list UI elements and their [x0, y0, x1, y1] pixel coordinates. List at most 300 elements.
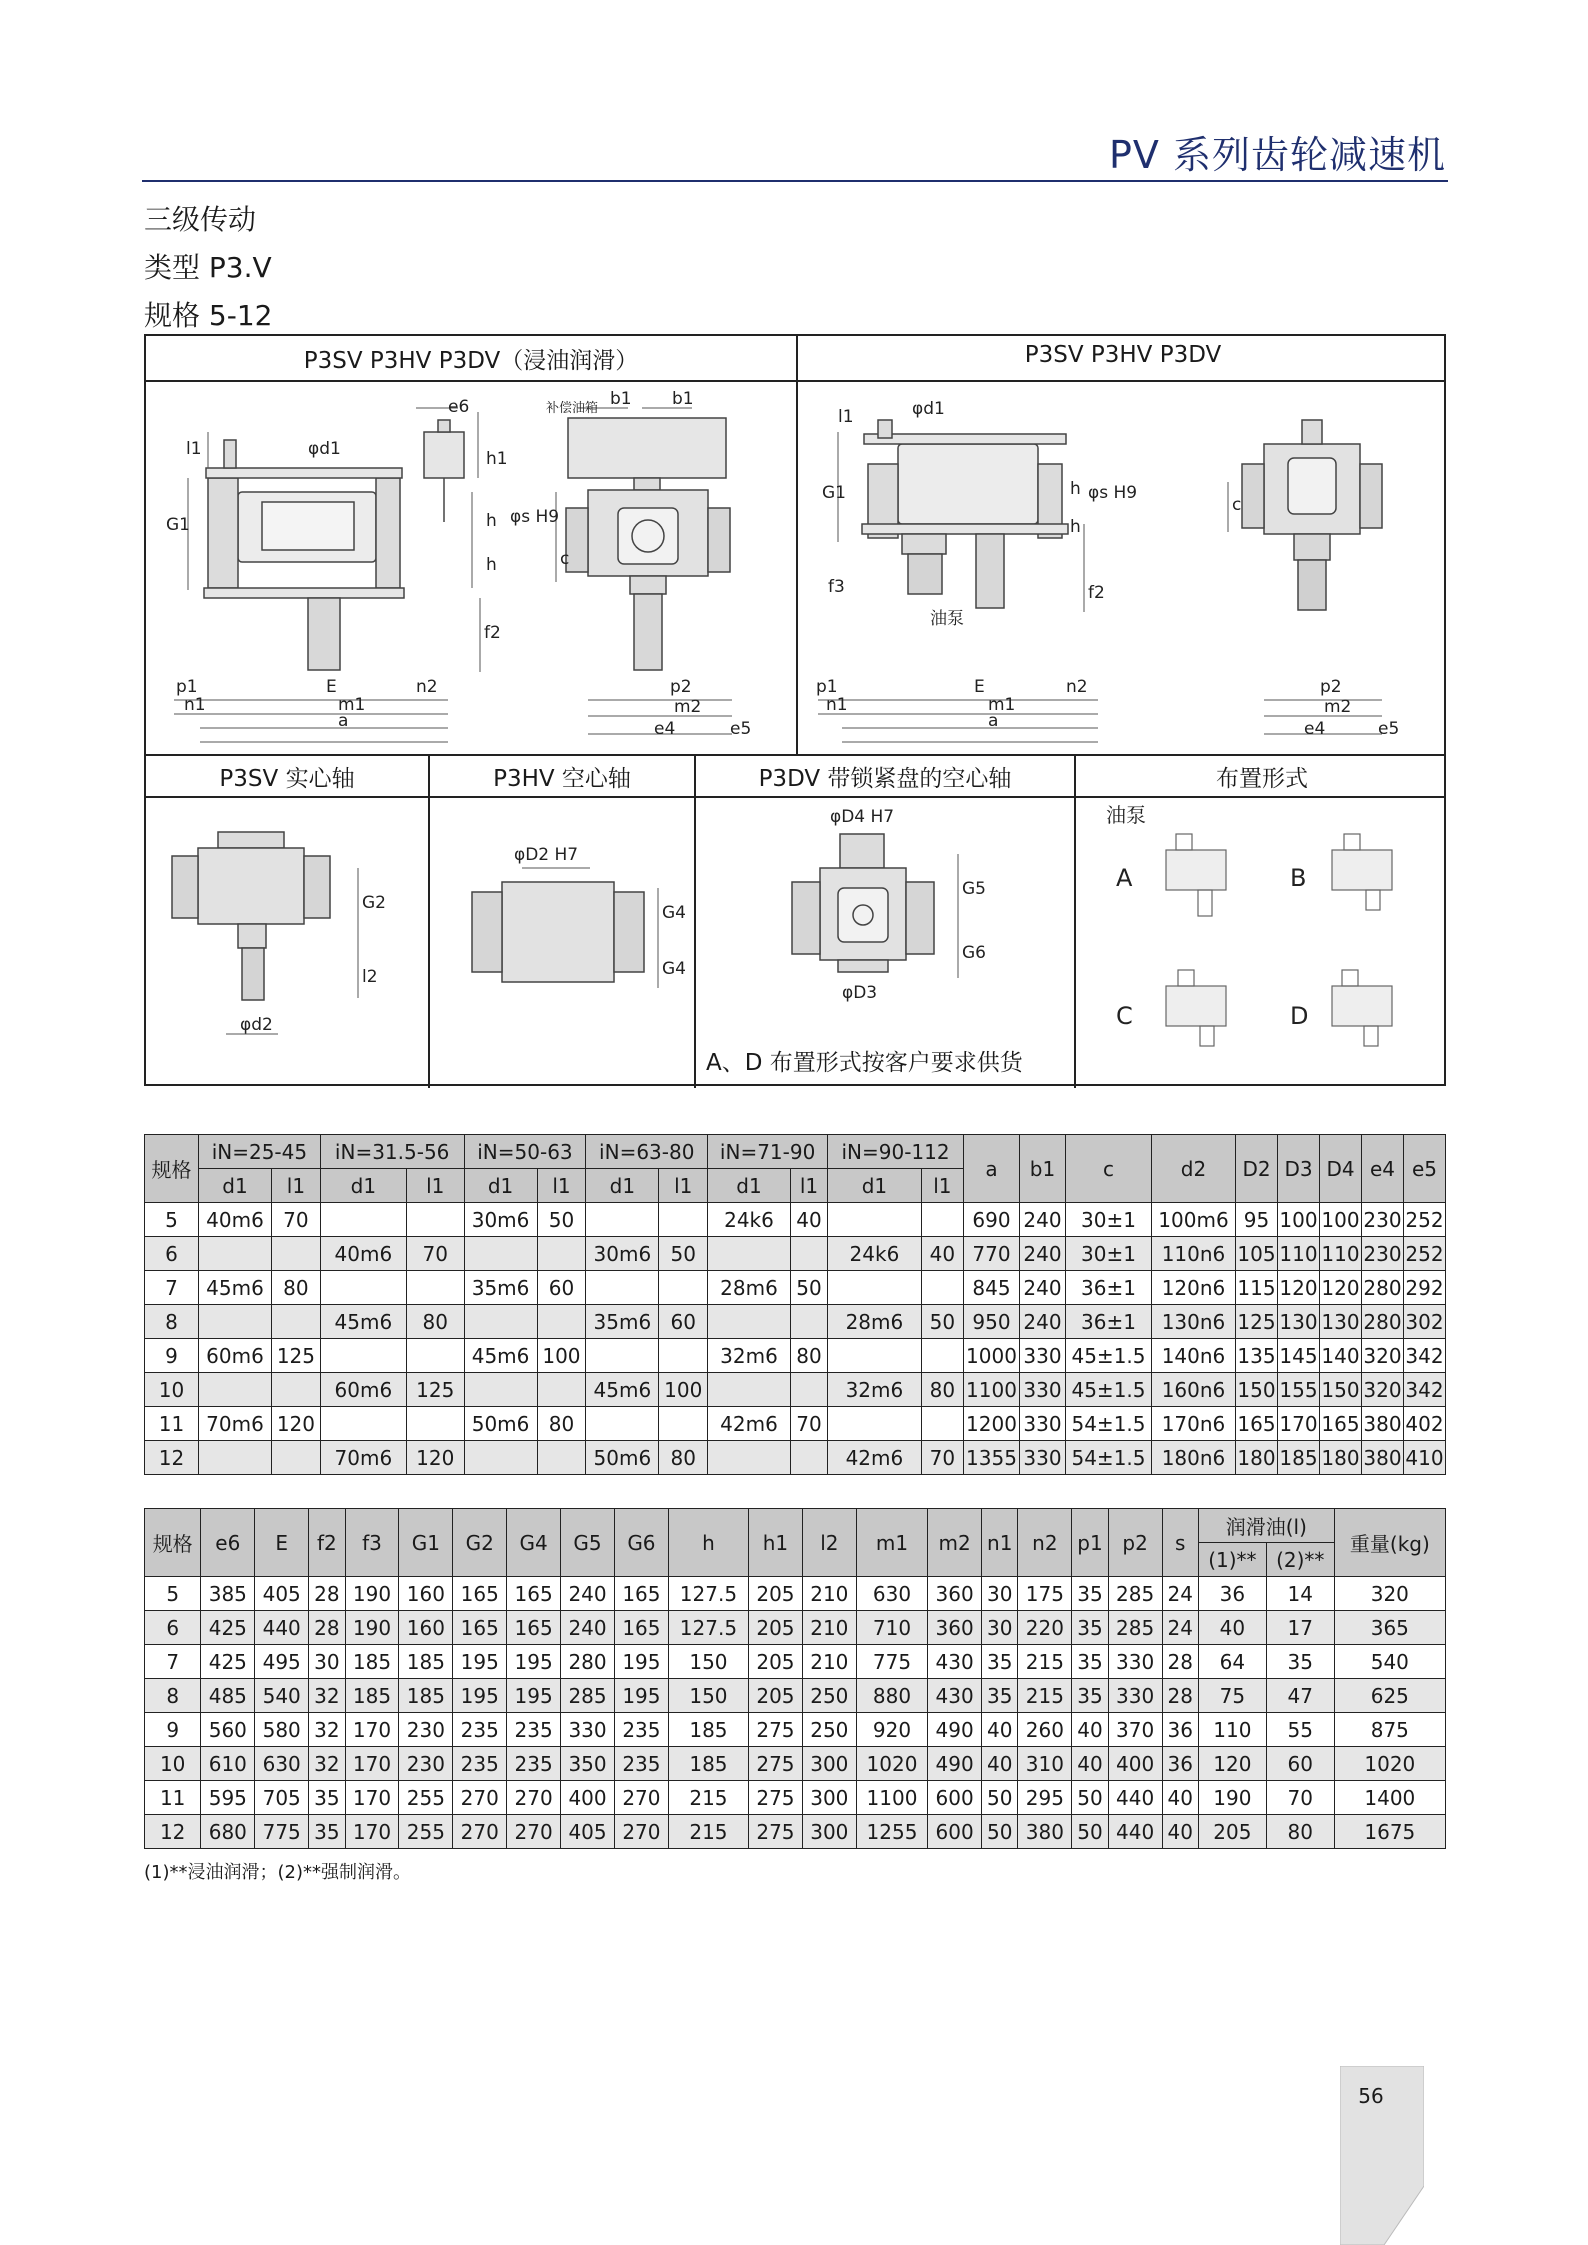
table-cell	[537, 1441, 586, 1475]
col-header-e5: e5	[1404, 1135, 1446, 1203]
label-phi-d1: φd1	[912, 399, 945, 419]
label-f2: f2	[1088, 583, 1105, 603]
col-header-b1: b1	[1020, 1135, 1066, 1203]
table-cell: 30m6	[464, 1203, 537, 1237]
table-cell: 45m6	[199, 1271, 272, 1305]
table-cell: 35	[309, 1815, 345, 1849]
footnote: (1)**浸油润滑；(2)**强制润滑。	[144, 1862, 411, 1883]
table-cell: 430	[928, 1679, 982, 1713]
table-cell: 45±1.5	[1066, 1373, 1152, 1407]
table-cell: 845	[964, 1271, 1020, 1305]
label-p2: p2	[1320, 677, 1342, 697]
table-cell: 410	[1404, 1441, 1446, 1475]
table-cell: 60	[1266, 1747, 1334, 1781]
table-cell: 28m6	[708, 1271, 791, 1305]
label-a: a	[338, 711, 349, 731]
table-cell: 360	[928, 1577, 982, 1611]
table-cell: 110	[1278, 1237, 1320, 1271]
table-cell: 32m6	[708, 1339, 791, 1373]
table-cell	[320, 1407, 406, 1441]
table-cell: 42m6	[828, 1441, 922, 1475]
table-cell: 130	[1320, 1305, 1362, 1339]
table-cell: 240	[1020, 1305, 1066, 1339]
table-cell: 36±1	[1066, 1305, 1152, 1339]
table-cell: 255	[399, 1781, 453, 1815]
table-cell: 9	[145, 1713, 201, 1747]
col-header-d1: d1	[708, 1169, 791, 1203]
table-cell: 70m6	[199, 1407, 272, 1441]
table-cell: 370	[1108, 1713, 1162, 1747]
table-cell: 600	[928, 1815, 982, 1849]
col-header-D2: D2	[1236, 1135, 1278, 1203]
table-cell: 165	[453, 1611, 507, 1645]
table-cell: 1020	[856, 1747, 927, 1781]
table-cell: 40	[790, 1203, 827, 1237]
table-cell: 275	[749, 1747, 803, 1781]
table-row	[145, 1373, 1446, 1407]
table-cell: 1100	[856, 1781, 927, 1815]
table-cell: 165	[507, 1577, 561, 1611]
figure-divider	[146, 754, 1444, 756]
table-cell: 120	[1278, 1271, 1320, 1305]
table-cell: 250	[802, 1713, 856, 1747]
table-cell: 120	[1198, 1747, 1266, 1781]
label-arrangement-C: C	[1116, 1002, 1133, 1030]
table-cell	[272, 1373, 321, 1407]
table-cell: 105	[1236, 1237, 1278, 1271]
panel-title-solid-shaft: P3SV 实心轴	[219, 766, 355, 792]
table-cell: 80	[790, 1339, 827, 1373]
table-cell: 150	[668, 1645, 748, 1679]
col-header-l1: l1	[790, 1169, 827, 1203]
col-header-10: h	[668, 1509, 748, 1577]
table-cell: 205	[749, 1679, 803, 1713]
table-cell: 10	[145, 1747, 201, 1781]
table-cell: 1000	[964, 1339, 1020, 1373]
table-cell	[320, 1339, 406, 1373]
table-cell: 17	[1266, 1611, 1334, 1645]
table-cell: 205	[1198, 1815, 1266, 1849]
table-cell: 330	[1020, 1373, 1066, 1407]
table-cell: 125	[1236, 1305, 1278, 1339]
table-cell: 165	[453, 1577, 507, 1611]
label-arrangement-D: D	[1290, 1002, 1309, 1030]
table-cell: 75	[1198, 1679, 1266, 1713]
table-cell: 300	[802, 1781, 856, 1815]
table-cell: 8	[145, 1679, 201, 1713]
table-cell: 775	[856, 1645, 927, 1679]
table-cell: 185	[399, 1645, 453, 1679]
label-m2: m2	[1324, 697, 1352, 717]
table-cell: 280	[561, 1645, 615, 1679]
table-cell: 150	[668, 1679, 748, 1713]
table-cell: 60m6	[320, 1373, 406, 1407]
dimension-figure	[144, 334, 1446, 1086]
table-cell: 32m6	[828, 1373, 922, 1407]
table-cell: 342	[1404, 1339, 1446, 1373]
table-cell: 40	[1072, 1713, 1108, 1747]
table-cell: 32	[309, 1713, 345, 1747]
table-cell	[272, 1237, 321, 1271]
table-cell: 240	[1020, 1203, 1066, 1237]
table-row	[145, 1407, 1446, 1441]
label-n2: n2	[1066, 677, 1088, 697]
table-cell: 40m6	[199, 1203, 272, 1237]
label-p1: p1	[816, 677, 838, 697]
table-cell: 7	[145, 1645, 201, 1679]
table-cell: 600	[928, 1781, 982, 1815]
table-cell: 80	[537, 1407, 586, 1441]
table-cell: 40	[982, 1713, 1018, 1747]
table-cell: 185	[345, 1645, 399, 1679]
label-m2: m2	[674, 697, 702, 717]
label-oil-pump: 油泵	[1106, 803, 1146, 827]
table-cell: 9	[145, 1339, 199, 1373]
label-f3: f3	[828, 577, 845, 597]
table-cell: 1355	[964, 1441, 1020, 1475]
table-cell: 127.5	[668, 1577, 748, 1611]
table-cell: 45m6	[586, 1373, 659, 1407]
table-cell: 185	[668, 1713, 748, 1747]
col-header-7: G4	[507, 1509, 561, 1577]
table-cell	[708, 1373, 791, 1407]
label-h: h	[486, 555, 497, 575]
table-cell: 630	[856, 1577, 927, 1611]
table-cell: 205	[749, 1645, 803, 1679]
table-cell: 285	[1108, 1611, 1162, 1645]
label-G4: G4	[662, 959, 686, 979]
table-cell: 36	[1162, 1713, 1198, 1747]
table-cell: 40	[1198, 1611, 1266, 1645]
table-cell	[406, 1271, 464, 1305]
label-n1: n1	[184, 695, 206, 715]
table-cell	[790, 1305, 827, 1339]
table-cell	[659, 1339, 708, 1373]
table-cell: 680	[201, 1815, 255, 1849]
table-cell: 35	[1072, 1577, 1108, 1611]
drawing-shrink-disc	[696, 798, 1074, 1048]
table-cell: 170	[345, 1781, 399, 1815]
subtitle-type: 类型 P3.V	[144, 251, 272, 284]
table-cell: 60m6	[199, 1339, 272, 1373]
col-header-d1: d1	[199, 1169, 272, 1203]
table-cell: 14	[1266, 1577, 1334, 1611]
table-cell: 185	[399, 1679, 453, 1713]
table-cell: 70m6	[320, 1441, 406, 1475]
table-cell: 485	[201, 1679, 255, 1713]
label-phi-D3: φD3	[842, 983, 878, 1003]
table-cell: 285	[561, 1679, 615, 1713]
table-cell: 165	[1320, 1407, 1362, 1441]
table-row	[145, 1747, 1446, 1781]
label-h: h	[1070, 517, 1081, 537]
table-cell: 250	[802, 1679, 856, 1713]
table-cell	[406, 1407, 464, 1441]
col-header-d2: d2	[1152, 1135, 1236, 1203]
table-cell: 430	[928, 1645, 982, 1679]
table-cell: 215	[668, 1815, 748, 1849]
label-phi-s: φs H9	[1088, 483, 1138, 503]
drawing-hollow-shaft	[430, 798, 694, 1086]
table-cell: 160	[399, 1611, 453, 1645]
table-cell: 240	[561, 1577, 615, 1611]
col-header-19: s	[1162, 1509, 1198, 1577]
col-header-14: m2	[928, 1509, 982, 1577]
table-cell: 120n6	[1152, 1271, 1236, 1305]
label-m1: m1	[338, 695, 366, 715]
table-cell: 690	[964, 1203, 1020, 1237]
table-cell: 292	[1404, 1271, 1446, 1305]
table-cell: 64	[1198, 1645, 1266, 1679]
table-cell: 35	[309, 1781, 345, 1815]
table-cell: 36±1	[1066, 1271, 1152, 1305]
table-cell: 330	[561, 1713, 615, 1747]
table-cell: 190	[1198, 1781, 1266, 1815]
table-cell: 235	[453, 1713, 507, 1747]
table-cell: 360	[928, 1611, 982, 1645]
dimension-table-2-header	[145, 1509, 1446, 1543]
table-cell: 125	[406, 1373, 464, 1407]
col-header-D4: D4	[1320, 1135, 1362, 1203]
table-cell: 190	[345, 1577, 399, 1611]
table-cell: 70	[406, 1237, 464, 1271]
table-cell: 490	[928, 1713, 982, 1747]
table-cell: 170	[345, 1747, 399, 1781]
table-cell: 140n6	[1152, 1339, 1236, 1373]
col-group-ratio: iN=63-80	[586, 1135, 708, 1169]
table-cell: 342	[1404, 1373, 1446, 1407]
table-cell: 195	[614, 1679, 668, 1713]
table-cell: 35	[982, 1645, 1018, 1679]
page-number: 56	[1358, 2084, 1384, 2108]
table-cell	[464, 1441, 537, 1475]
table-cell: 45m6	[320, 1305, 406, 1339]
label-n2: n2	[416, 677, 438, 697]
label-phi-s: φs H9	[510, 507, 560, 527]
table-cell: 235	[614, 1747, 668, 1781]
table-cell: 35	[1072, 1679, 1108, 1713]
table-cell: 380	[1018, 1815, 1072, 1849]
dimension-table-1-body	[145, 1203, 1446, 1475]
table-cell: 252	[1404, 1203, 1446, 1237]
col-group-ratio: iN=31.5-56	[320, 1135, 464, 1169]
table-cell: 400	[561, 1781, 615, 1815]
table-cell	[464, 1373, 537, 1407]
table-cell: 185	[668, 1747, 748, 1781]
label-e5: e5	[1378, 719, 1400, 739]
table-cell: 54±1.5	[1066, 1441, 1152, 1475]
table-cell: 330	[1020, 1441, 1066, 1475]
label-p2: p2	[670, 677, 692, 697]
table-cell: 320	[1334, 1577, 1445, 1611]
table-cell: 1675	[1334, 1815, 1445, 1849]
table-cell: 11	[145, 1781, 201, 1815]
table-cell	[708, 1237, 791, 1271]
drawing-forced	[798, 382, 1446, 754]
table-cell: 6	[145, 1237, 199, 1271]
table-cell: 210	[802, 1577, 856, 1611]
table-cell: 35	[1072, 1645, 1108, 1679]
table-cell: 115	[1236, 1271, 1278, 1305]
col-header-a: a	[964, 1135, 1020, 1203]
table-cell: 47	[1266, 1679, 1334, 1713]
table-cell: 560	[201, 1713, 255, 1747]
table-cell: 425	[201, 1645, 255, 1679]
table-cell: 127.5	[668, 1611, 748, 1645]
table-cell	[199, 1373, 272, 1407]
table-cell: 255	[399, 1815, 453, 1849]
table-cell: 190	[345, 1611, 399, 1645]
panel-title-arrangement: 布置形式	[1216, 766, 1308, 792]
table-cell: 80	[272, 1271, 321, 1305]
table-cell: 1020	[1334, 1747, 1445, 1781]
col-header-size: 规格	[145, 1135, 199, 1203]
table-cell: 270	[507, 1781, 561, 1815]
table-cell: 875	[1334, 1713, 1445, 1747]
table-cell: 28	[1162, 1645, 1198, 1679]
panel-title-shrink-disc: P3DV 带锁紧盘的空心轴	[758, 766, 1012, 792]
table-cell: 80	[921, 1373, 963, 1407]
table-cell: 705	[255, 1781, 309, 1815]
table-cell: 40m6	[320, 1237, 406, 1271]
label-h: h	[1070, 479, 1081, 499]
table-cell: 165	[614, 1577, 668, 1611]
table-cell: 330	[1020, 1407, 1066, 1441]
col-header-l1: l1	[272, 1169, 321, 1203]
table-cell: 100m6	[1152, 1203, 1236, 1237]
table-cell: 28	[309, 1577, 345, 1611]
table-row	[145, 1271, 1446, 1305]
col-header-e4: e4	[1362, 1135, 1404, 1203]
header-rule	[142, 180, 1448, 182]
table-cell: 920	[856, 1713, 927, 1747]
col-header-4: f3	[345, 1509, 399, 1577]
label-h1: h1	[486, 449, 508, 469]
label-h: h	[486, 511, 497, 531]
col-group-ratio: iN=90-112	[828, 1135, 964, 1169]
label-G5: G5	[962, 879, 986, 899]
table-cell: 35m6	[586, 1305, 659, 1339]
table-cell: 275	[749, 1713, 803, 1747]
col-header-oil-immersion: (1)**	[1198, 1543, 1266, 1577]
table-cell: 425	[201, 1611, 255, 1645]
panel-title-hollow-shaft: P3HV 空心轴	[493, 766, 631, 792]
table-cell: 130n6	[1152, 1305, 1236, 1339]
table-cell	[537, 1237, 586, 1271]
table-cell: 160n6	[1152, 1373, 1236, 1407]
table-cell: 70	[921, 1441, 963, 1475]
table-cell: 70	[272, 1203, 321, 1237]
table-cell: 252	[1404, 1237, 1446, 1271]
table-cell	[790, 1441, 827, 1475]
label-b1: b1	[672, 389, 694, 409]
table-cell: 8	[145, 1305, 199, 1339]
table-cell: 100	[1320, 1203, 1362, 1237]
table-cell: 30m6	[586, 1237, 659, 1271]
table-cell: 50	[1072, 1781, 1108, 1815]
col-header-lubricant: 润滑油(l)	[1198, 1509, 1334, 1543]
col-header-D3: D3	[1278, 1135, 1320, 1203]
label-phi-D4: φD4 H7	[830, 807, 895, 827]
table-cell: 35	[982, 1679, 1018, 1713]
table-cell: 70	[790, 1407, 827, 1441]
table-cell: 28	[1162, 1679, 1198, 1713]
table-cell: 120	[406, 1441, 464, 1475]
table-cell: 230	[1362, 1237, 1404, 1271]
table-cell: 195	[453, 1679, 507, 1713]
table-cell: 540	[255, 1679, 309, 1713]
label-phi-d2: φd2	[240, 1015, 273, 1035]
table-cell	[828, 1339, 922, 1373]
table-cell: 32	[309, 1747, 345, 1781]
table-cell: 110	[1198, 1713, 1266, 1747]
table-cell	[828, 1271, 922, 1305]
table-cell: 240	[1020, 1237, 1066, 1271]
col-header-d1: d1	[586, 1169, 659, 1203]
table-cell: 42m6	[708, 1407, 791, 1441]
label-E: E	[326, 677, 337, 697]
table-cell: 35	[1072, 1611, 1108, 1645]
table-row	[145, 1339, 1446, 1373]
table-cell: 170n6	[1152, 1407, 1236, 1441]
col-header-16: n2	[1018, 1509, 1072, 1577]
table-cell: 320	[1362, 1339, 1404, 1373]
label-n1: n1	[826, 695, 848, 715]
table-cell: 320	[1362, 1373, 1404, 1407]
table-cell	[659, 1203, 708, 1237]
table-cell: 380	[1362, 1407, 1404, 1441]
table-cell: 215	[1018, 1679, 1072, 1713]
table-cell: 12	[145, 1441, 199, 1475]
col-group-ratio: iN=25-45	[199, 1135, 321, 1169]
table-row	[145, 1815, 1446, 1849]
table-cell	[708, 1441, 791, 1475]
table-cell	[464, 1305, 537, 1339]
table-cell	[586, 1339, 659, 1373]
table-cell: 180	[1236, 1441, 1278, 1475]
col-group-ratio: iN=71-90	[708, 1135, 828, 1169]
table-cell: 330	[1108, 1679, 1162, 1713]
table-cell: 205	[749, 1577, 803, 1611]
col-header-13: m1	[856, 1509, 927, 1577]
table-cell: 150	[1236, 1373, 1278, 1407]
table-cell: 165	[507, 1611, 561, 1645]
table-cell: 400	[1108, 1747, 1162, 1781]
table-cell: 220	[1018, 1611, 1072, 1645]
table-cell: 270	[507, 1815, 561, 1849]
table-row	[145, 1645, 1446, 1679]
label-l2: l2	[362, 967, 378, 987]
table-cell: 60	[659, 1305, 708, 1339]
dimension-table-2	[144, 1508, 1446, 1849]
table-cell: 165	[614, 1611, 668, 1645]
table-cell: 40	[982, 1747, 1018, 1781]
table-cell: 230	[399, 1713, 453, 1747]
table-cell: 170	[1278, 1407, 1320, 1441]
table-cell: 40	[1162, 1781, 1198, 1815]
col-header-d1: d1	[828, 1169, 922, 1203]
table-row	[145, 1203, 1446, 1237]
table-cell: 95	[1236, 1203, 1278, 1237]
table-cell: 625	[1334, 1679, 1445, 1713]
table-cell	[828, 1407, 922, 1441]
table-row	[145, 1679, 1446, 1713]
table-cell: 380	[1362, 1441, 1404, 1475]
table-cell: 5	[145, 1577, 201, 1611]
table-cell: 80	[659, 1441, 708, 1475]
table-cell: 170	[345, 1713, 399, 1747]
label-G6: G6	[962, 943, 986, 963]
